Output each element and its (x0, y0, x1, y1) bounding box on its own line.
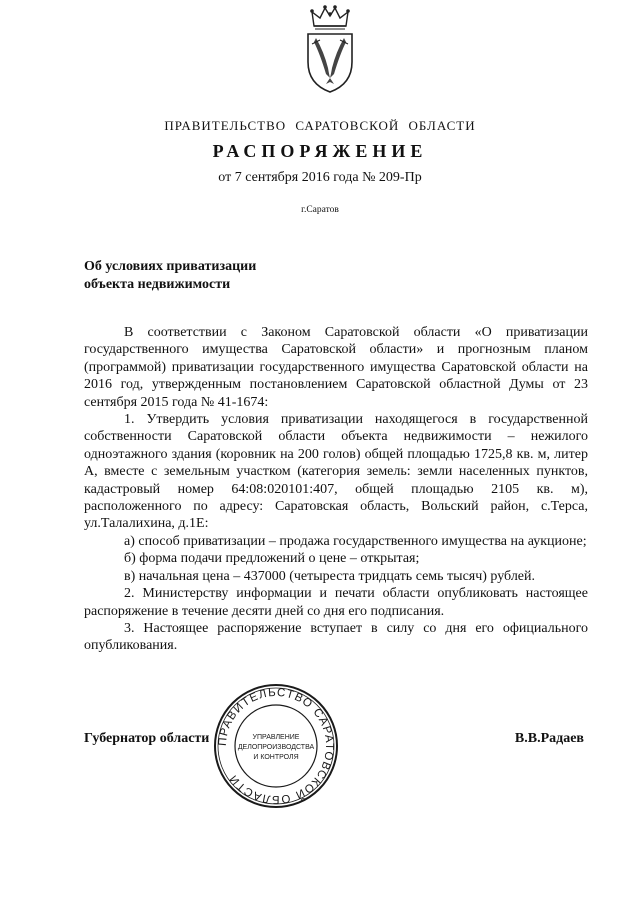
official-stamp (212, 682, 340, 810)
document-body (84, 324, 588, 655)
stamp-center-line-1: УПРАВЛЕНИЕ (252, 734, 300, 741)
item-1-paragraph: 1. Утвердить условия приватизации находящегося в государственной собственности Саратовской области объекта недвижимости – нежилого одноэтажного здания (коровник на 200 голов) общей площадью 1725,8 кв. м, литер А, вместе с земельным участком (категория земель: земли населенных пунктов, кадастровый номер 64:08:020101:407, общей площадью 2105 кв. м), расположенного по адресу: Саратовская область, Вольский район, с.Терса, ул.Талалихина, д.1Е: (84, 412, 588, 532)
stamp-center-line-3: И КОНТРОЛЯ (253, 754, 299, 761)
document-subject (84, 258, 256, 294)
item-3-paragraph: 3. Настоящее распоряжение вступает в силу со дня его официального опубликования. (84, 620, 588, 654)
subject-line-2: объекта недвижимости (84, 277, 231, 292)
item-1b-paragraph: б) форма подачи предложений о цене – открытая; (124, 551, 420, 567)
signer-name: В.В.Радаев (514, 731, 584, 746)
government-name: ПРАВИТЕЛЬСТВО САРАТОВСКОЙ ОБЛАСТИ (164, 118, 476, 133)
item-1a-paragraph: а) способ приватизации – продажа государственного имущества на аукционе; (124, 533, 587, 549)
subject-line-1: Об условиях приватизации (84, 259, 257, 274)
document-date-number: от 7 сентября 2016 года № 209-Пр (218, 170, 422, 185)
item-2-paragraph: 2. Министерству информации и печати области опубликовать настоящее распоряжение в течение десяти дней со дня его подписания. (84, 586, 588, 619)
stamp-ring-text: ПРАВИТЕЛЬСТВО САРАТОВСКОЙ ОБЛАСТИ (216, 686, 336, 806)
signer-position: Губернатор области (84, 731, 210, 746)
document-city: г.Саратов (301, 205, 339, 215)
document-type: РАСПОРЯЖЕНИЕ (212, 141, 428, 161)
item-1c-paragraph: в) начальная цена – 437000 (четыреста тридцать семь тысяч) рублей. (124, 568, 536, 584)
preamble-paragraph: В соответствии с Законом Саратовской области «О приватизации государственного имущества Саратовской области» и прогнозным планом (программой) приватизации государственного имущества Саратовской области на 2016 год, утвержденным постановлением Саратовской областной Думы от 23 сентября 2015 года № 41-1674: (84, 325, 588, 410)
stamp-center-line-2: ДЕЛОПРОИЗВОДСТВА (237, 744, 315, 751)
coat-of-arms-emblem (300, 4, 360, 94)
